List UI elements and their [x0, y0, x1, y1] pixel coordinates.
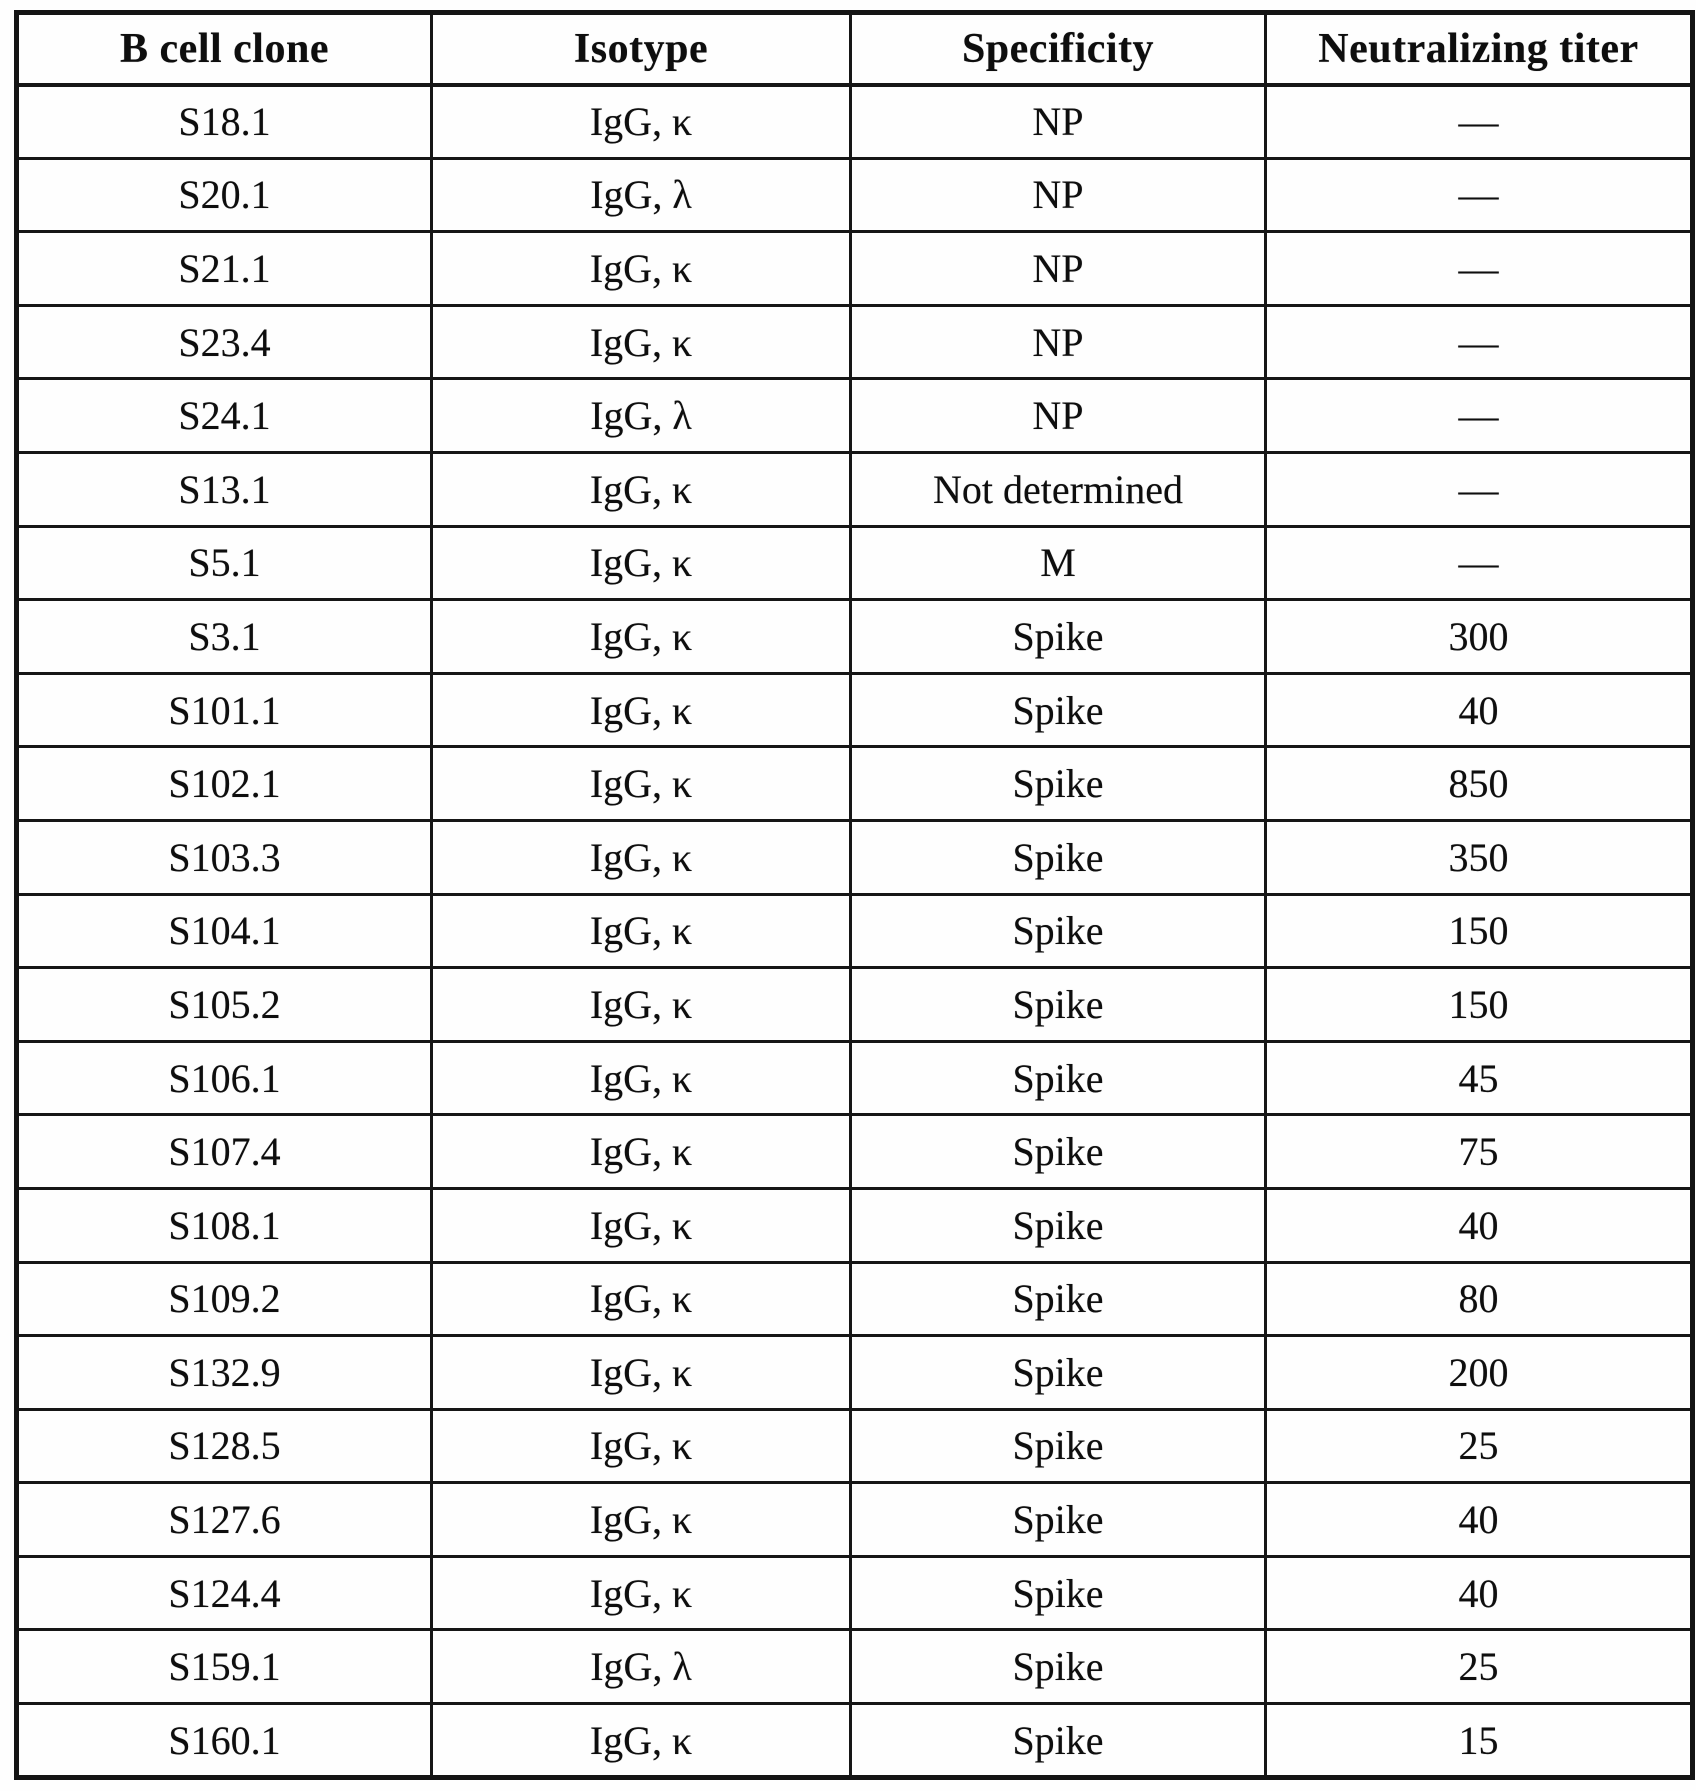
table-body: [17, 85, 1693, 1778]
b-cell-clone-cell: S3.1: [17, 600, 432, 674]
b-cell-clone-cell: S23.4: [17, 305, 432, 379]
table-row: [17, 452, 1693, 526]
neutralizing-titer-cell: 200: [1266, 1336, 1693, 1410]
isotype-cell: IgG, κ: [432, 1409, 851, 1483]
isotype-cell: IgG, κ: [432, 452, 851, 526]
isotype-cell: IgG, κ: [432, 232, 851, 306]
b-cell-clone-cell: S107.4: [17, 1115, 432, 1189]
column-header-b-cell-clone: B cell clone: [17, 13, 432, 85]
isotype-cell: IgG, κ: [432, 1483, 851, 1557]
b-cell-clone-cell: S109.2: [17, 1262, 432, 1336]
table-row: [17, 1188, 1693, 1262]
b-cell-clone-cell: S132.9: [17, 1336, 432, 1410]
neutralizing-titer-cell: 40: [1266, 1483, 1693, 1557]
b-cell-clone-cell: S5.1: [17, 526, 432, 600]
neutralizing-titer-cell: 45: [1266, 1041, 1693, 1115]
b-cell-clone-cell: S128.5: [17, 1409, 432, 1483]
specificity-cell: NP: [851, 232, 1266, 306]
specificity-cell: NP: [851, 305, 1266, 379]
table-header-row: [17, 13, 1693, 85]
specificity-cell: Spike: [851, 673, 1266, 747]
isotype-cell: IgG, λ: [432, 158, 851, 232]
specificity-cell: Spike: [851, 1115, 1266, 1189]
neutralizing-titer-cell: —: [1266, 158, 1693, 232]
table-row: [17, 747, 1693, 821]
b-cell-clone-cell: S20.1: [17, 158, 432, 232]
specificity-cell: Not determined: [851, 452, 1266, 526]
neutralizing-titer-cell: 40: [1266, 673, 1693, 747]
table-row: [17, 1336, 1693, 1410]
b-cell-clone-cell: S108.1: [17, 1188, 432, 1262]
table-row: [17, 1409, 1693, 1483]
specificity-cell: Spike: [851, 1704, 1266, 1778]
table-row: [17, 968, 1693, 1042]
isotype-cell: IgG, κ: [432, 1262, 851, 1336]
table-row: [17, 1041, 1693, 1115]
isotype-cell: IgG, κ: [432, 1556, 851, 1630]
table-row: [17, 1704, 1693, 1778]
neutralizing-titer-cell: —: [1266, 379, 1693, 453]
table-row: [17, 1630, 1693, 1704]
table-row: [17, 894, 1693, 968]
b-cell-clone-cell: S103.3: [17, 820, 432, 894]
table-row: [17, 232, 1693, 306]
isotype-cell: IgG, λ: [432, 379, 851, 453]
table-row: [17, 305, 1693, 379]
table-row: [17, 820, 1693, 894]
neutralizing-titer-cell: —: [1266, 526, 1693, 600]
b-cell-clone-cell: S105.2: [17, 968, 432, 1042]
neutralizing-titer-cell: 25: [1266, 1409, 1693, 1483]
b-cell-clone-cell: S24.1: [17, 379, 432, 453]
b-cell-clone-cell: S18.1: [17, 85, 432, 159]
neutralizing-titer-cell: 15: [1266, 1704, 1693, 1778]
table-row: [17, 1483, 1693, 1557]
b-cell-clone-cell: S106.1: [17, 1041, 432, 1115]
isotype-cell: IgG, κ: [432, 968, 851, 1042]
neutralizing-titer-cell: 80: [1266, 1262, 1693, 1336]
neutralizing-titer-cell: 150: [1266, 894, 1693, 968]
specificity-cell: Spike: [851, 968, 1266, 1042]
neutralizing-titer-cell: 40: [1266, 1188, 1693, 1262]
table-row: [17, 1262, 1693, 1336]
b-cell-clone-cell: S104.1: [17, 894, 432, 968]
specificity-cell: Spike: [851, 1336, 1266, 1410]
b-cell-clone-cell: S102.1: [17, 747, 432, 821]
b-cell-clone-table: [14, 10, 1695, 1780]
b-cell-clone-cell: S159.1: [17, 1630, 432, 1704]
specificity-cell: Spike: [851, 1262, 1266, 1336]
table-row: [17, 1115, 1693, 1189]
specificity-cell: Spike: [851, 747, 1266, 821]
table-row: [17, 158, 1693, 232]
b-cell-clone-cell: S13.1: [17, 452, 432, 526]
b-cell-clone-cell: S160.1: [17, 1704, 432, 1778]
table-row: [17, 673, 1693, 747]
table-row: [17, 1556, 1693, 1630]
isotype-cell: IgG, κ: [432, 1041, 851, 1115]
specificity-cell: NP: [851, 379, 1266, 453]
isotype-cell: IgG, κ: [432, 1704, 851, 1778]
column-header-isotype: Isotype: [432, 13, 851, 85]
b-cell-clone-cell: S127.6: [17, 1483, 432, 1557]
isotype-cell: IgG, κ: [432, 1188, 851, 1262]
isotype-cell: IgG, κ: [432, 1336, 851, 1410]
neutralizing-titer-cell: 75: [1266, 1115, 1693, 1189]
specificity-cell: Spike: [851, 600, 1266, 674]
specificity-cell: Spike: [851, 820, 1266, 894]
column-header-specificity: Specificity: [851, 13, 1266, 85]
specificity-cell: Spike: [851, 1409, 1266, 1483]
specificity-cell: Spike: [851, 1630, 1266, 1704]
specificity-cell: Spike: [851, 1188, 1266, 1262]
specificity-cell: NP: [851, 158, 1266, 232]
neutralizing-titer-cell: 350: [1266, 820, 1693, 894]
neutralizing-titer-cell: 850: [1266, 747, 1693, 821]
neutralizing-titer-cell: 25: [1266, 1630, 1693, 1704]
neutralizing-titer-cell: 300: [1266, 600, 1693, 674]
specificity-cell: Spike: [851, 894, 1266, 968]
isotype-cell: IgG, κ: [432, 1115, 851, 1189]
specificity-cell: M: [851, 526, 1266, 600]
isotype-cell: IgG, κ: [432, 305, 851, 379]
isotype-cell: IgG, κ: [432, 747, 851, 821]
b-cell-clone-cell: S101.1: [17, 673, 432, 747]
specificity-cell: Spike: [851, 1556, 1266, 1630]
neutralizing-titer-cell: 150: [1266, 968, 1693, 1042]
neutralizing-titer-cell: —: [1266, 305, 1693, 379]
isotype-cell: IgG, κ: [432, 820, 851, 894]
isotype-cell: IgG, λ: [432, 1630, 851, 1704]
table-row: [17, 379, 1693, 453]
b-cell-clone-cell: S124.4: [17, 1556, 432, 1630]
neutralizing-titer-cell: 40: [1266, 1556, 1693, 1630]
isotype-cell: IgG, κ: [432, 673, 851, 747]
neutralizing-titer-cell: —: [1266, 232, 1693, 306]
table-row: [17, 526, 1693, 600]
isotype-cell: IgG, κ: [432, 894, 851, 968]
specificity-cell: NP: [851, 85, 1266, 159]
b-cell-clone-cell: S21.1: [17, 232, 432, 306]
table-row: [17, 85, 1693, 159]
column-header-neutralizing-titer: Neutralizing titer: [1266, 13, 1693, 85]
isotype-cell: IgG, κ: [432, 600, 851, 674]
neutralizing-titer-cell: —: [1266, 452, 1693, 526]
specificity-cell: Spike: [851, 1041, 1266, 1115]
table-row: [17, 600, 1693, 674]
neutralizing-titer-cell: —: [1266, 85, 1693, 159]
isotype-cell: IgG, κ: [432, 85, 851, 159]
isotype-cell: IgG, κ: [432, 526, 851, 600]
specificity-cell: Spike: [851, 1483, 1266, 1557]
